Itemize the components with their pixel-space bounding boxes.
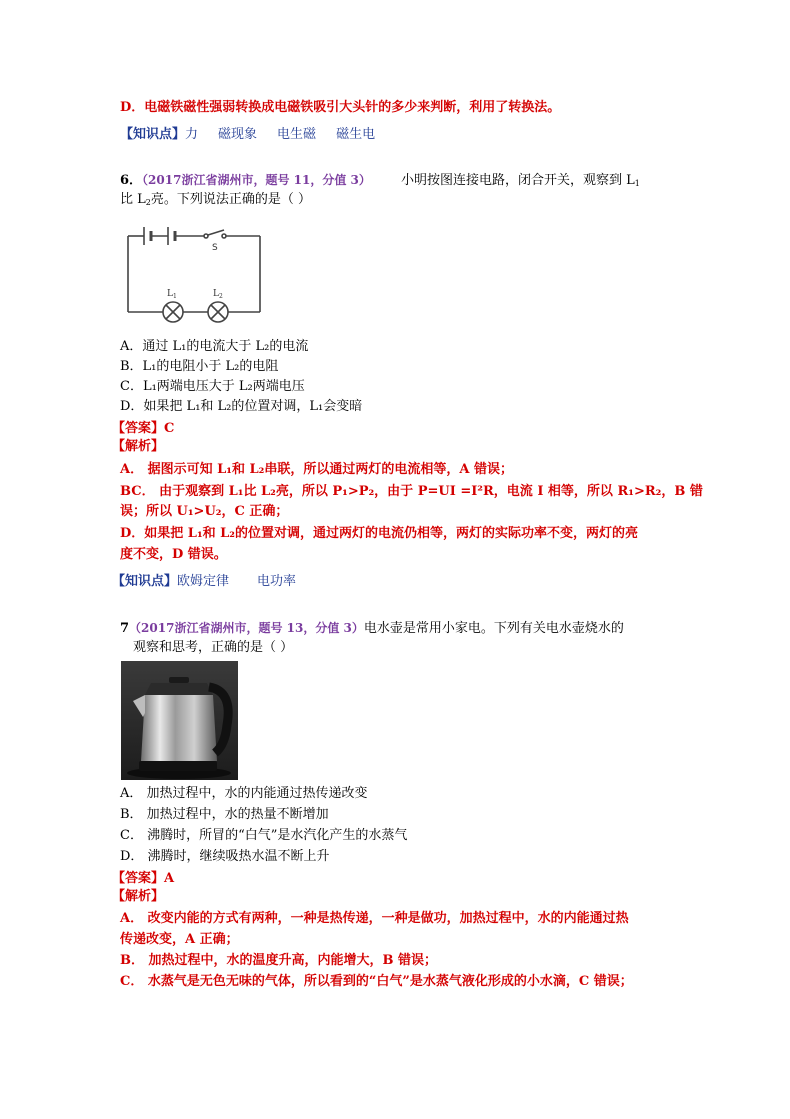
q6-analysis-line: 误；所以 U₁>U₂，C 正确；: [120, 504, 289, 519]
q7-number: 7: [120, 621, 130, 636]
q7-answer: [112, 867, 174, 889]
lamp-l2-label: $L_2$: [213, 289, 223, 300]
q6-analysis-label: 【解析】: [112, 439, 165, 454]
q7-analysis-line: B． 加热过程中，水的温度升高，内能增大，B 错误；: [120, 953, 438, 968]
kp-item: 欧姆定律: [177, 574, 230, 589]
q7-analysis-line: 传递改变，A 正确；: [120, 932, 239, 947]
q6-stem-sub: 1: [634, 179, 640, 188]
q7-analysis-line: C． 水蒸气是无色无味的气体，所以看到的“白气”是水蒸气液化形成的小水滴，C 错误；: [120, 974, 633, 989]
kp-item: 磁生电: [336, 127, 376, 142]
answer-value: C: [164, 421, 175, 436]
kp-item: 电生磁: [277, 127, 317, 142]
answer-label: 【答案】: [112, 421, 165, 436]
switch-label: S: [212, 243, 218, 253]
q7-option-c: C． 沸腾时，所冒的“白气”是水汽化产生的水蒸气: [120, 828, 408, 843]
kp-label: 【知识点】: [120, 127, 186, 142]
q7-stem: [120, 618, 624, 639]
lamp-l2-icon: [208, 302, 228, 322]
answer-value: A: [164, 871, 175, 886]
q6-option-c: C．L₁两端电压大于 L₂两端电压: [120, 379, 305, 394]
q7-source: （2017浙江省湖州市，题号 13，分值 3）: [129, 621, 364, 635]
q6-option-b: B．L₁的电阻小于 L₂的电阻: [120, 359, 279, 374]
q7-stem-line2: 观察和思考，正确的是（ ）: [133, 640, 294, 655]
q6-option-a: A．通过 L₁的电流大于 L₂的电流: [120, 339, 309, 354]
q6-knowledge-points: [112, 570, 316, 592]
kp-label: 【知识点】: [112, 574, 178, 589]
q6-analysis-line: D．如果把 L₁和 L₂的位置对调，通过两灯的电流仍相等，两灯的实际功率不变，两灯的亮: [120, 526, 638, 541]
q6-analysis-line: A． 据图示可知 L₁和 L₂串联，所以通过两灯的电流相等，A 错误；: [120, 462, 513, 477]
q6-analysis-line: 度不变，D 错误。: [120, 547, 227, 562]
q6-answer: [112, 417, 174, 439]
q6-option-d: D．如果把 L₁和 L₂的位置对调，L₁会变暗: [120, 399, 363, 414]
electric-kettle-photo: [121, 661, 238, 780]
q6-stem-line2: [120, 190, 311, 213]
lamp-l1-icon: [163, 302, 183, 322]
lamp-l1-label: $L_1$: [167, 289, 177, 300]
kp-item: 电功率: [257, 574, 297, 589]
q7-option-d: D． 沸腾时，继续吸热水温不断上升: [120, 849, 330, 864]
q6-stem-sub2: 2: [145, 198, 151, 207]
kp-item: 磁现象: [218, 127, 258, 142]
q7-option-a: A． 加热过程中，水的内能通过热传递改变: [120, 786, 368, 801]
q7-option-b: B． 加热过程中，水的热量不断增加: [120, 807, 329, 822]
circuit-diagram: [120, 222, 270, 326]
q6-stem-text2: 比 L: [120, 192, 146, 207]
answer-label: 【答案】: [112, 871, 165, 886]
q6-number: 6．: [120, 173, 143, 188]
prev-option-d: D．电磁铁磁性强弱转换成电磁铁吸引大头针的多少来判断，利用了转换法。: [120, 100, 561, 115]
switch-icon: [204, 230, 226, 238]
q6-analysis-line: BC． 由于观察到 L₁比 L₂亮，所以 P₁>P₂，由于 P=UI =I²R，电流 I 相等，所以 R₁>R₂，B 错: [120, 484, 703, 499]
q6-source: （2017浙江省湖州市，题号 11，分值 3）: [142, 173, 371, 187]
q7-analysis-label: 【解析】: [112, 889, 165, 904]
kp-item: 力: [185, 127, 199, 142]
prev-knowledge-points: [120, 123, 395, 145]
q6-stem-text: 小明按图连接电路，闭合开关，观察到 L: [401, 173, 635, 188]
q7-analysis-line: A． 改变内能的方式有两种，一种是热传递，一种是做功，加热过程中，水的内能通过热: [120, 911, 629, 926]
q7-stem-text: 电水壶是常用小家电。下列有关电水壶烧水的: [363, 621, 624, 636]
q6-stem-text3: 亮。下列说法正确的是（ ）: [150, 192, 311, 207]
